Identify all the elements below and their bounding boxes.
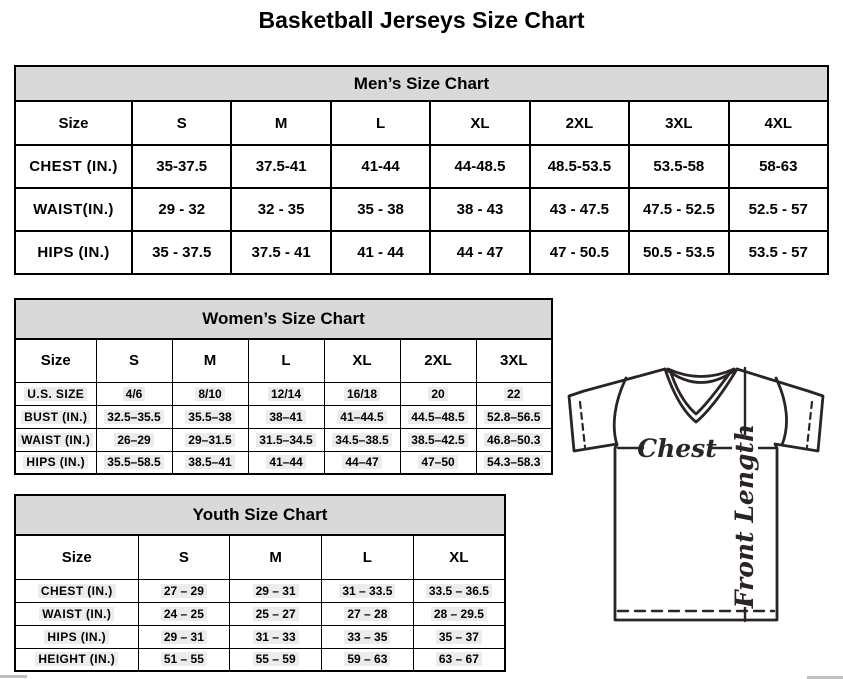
table-row (15, 625, 505, 648)
row-label-cell (15, 579, 138, 602)
chest-label: Chest (637, 434, 717, 463)
row-label-cell: WAIST(IN.) (15, 188, 132, 231)
value-cell: 52.5 - 57 (729, 188, 828, 231)
value-cell (476, 451, 552, 474)
left-sleeve-stitch-dashed (580, 402, 585, 447)
table-row (15, 231, 828, 274)
value-cell (322, 602, 414, 625)
cell-value: 38.5–41 (185, 455, 234, 469)
youth-size-table (14, 534, 506, 672)
value-cell: 48.5-53.5 (530, 145, 629, 188)
value-cell (400, 382, 476, 405)
value-cell (400, 451, 476, 474)
cell-value: 55 – 59 (253, 652, 299, 666)
cell-value: 35.5–38 (185, 410, 234, 424)
value-cell (322, 625, 414, 648)
table-row (15, 602, 505, 625)
row-label: CHEST (IN.) (38, 584, 116, 598)
value-cell (413, 579, 505, 602)
value-cell: 44-48.5 (430, 145, 529, 188)
cell-value: 28 – 29.5 (431, 607, 487, 621)
column-header-cell: S (96, 339, 172, 382)
value-cell: 58-63 (729, 145, 828, 188)
column-header-cell: XL (430, 101, 529, 145)
cell-value: 44–47 (342, 455, 381, 469)
cell-value: 12/14 (268, 387, 304, 401)
womens-chart-title: Women’s Size Chart (14, 298, 553, 340)
column-header-cell: L (248, 339, 324, 382)
table-row (15, 405, 552, 428)
row-label: HIPS (IN.) (44, 630, 109, 644)
cell-value: 4/6 (123, 387, 146, 401)
value-cell (230, 648, 322, 671)
column-header-cell: S (138, 535, 230, 579)
cell-value: 51 – 55 (161, 652, 207, 666)
front-length-label: Front Length (730, 423, 759, 609)
value-cell (400, 405, 476, 428)
value-cell: 35 - 38 (331, 188, 430, 231)
column-header-cell: 2XL (530, 101, 629, 145)
column-header-cell: M (231, 101, 330, 145)
value-cell: 50.5 - 53.5 (629, 231, 728, 274)
youth-header-row (15, 535, 505, 579)
value-cell (96, 405, 172, 428)
value-cell (172, 382, 248, 405)
value-cell (324, 405, 400, 428)
value-cell (400, 428, 476, 451)
cell-value: 16/18 (344, 387, 380, 401)
cell-value: 33 – 35 (344, 630, 390, 644)
value-cell (96, 451, 172, 474)
cell-value: 44.5–48.5 (408, 410, 467, 424)
column-header-cell: 3XL (476, 339, 552, 382)
value-cell (96, 382, 172, 405)
value-cell (248, 451, 324, 474)
column-header-cell: L (331, 101, 430, 145)
value-cell (230, 625, 322, 648)
right-armhole-seam (776, 378, 787, 445)
cell-value: 54.3–58.3 (484, 455, 543, 469)
value-cell: 53.5 - 57 (729, 231, 828, 274)
cell-value: 31 – 33 (253, 630, 299, 644)
cell-value: 29 – 31 (253, 584, 299, 598)
cell-value: 41–44.5 (337, 410, 386, 424)
value-cell (413, 625, 505, 648)
cell-value: 25 – 27 (253, 607, 299, 621)
page-title: Basketball Jerseys Size Chart (258, 7, 585, 33)
value-cell (138, 648, 230, 671)
cell-value: 41–44 (266, 455, 305, 469)
cell-value: 26–29 (114, 433, 153, 447)
left-armhole-seam (614, 378, 626, 445)
value-cell: 29 - 32 (132, 188, 231, 231)
value-cell: 35 - 37.5 (132, 231, 231, 274)
cell-value: 38–41 (266, 410, 305, 424)
cell-value: 27 – 29 (161, 584, 207, 598)
value-cell: 41 - 44 (331, 231, 430, 274)
row-label-cell (15, 405, 96, 428)
right-sleeve-stitch-dashed (807, 402, 812, 447)
youth-size-chart-panel (14, 494, 506, 672)
cell-value: 31.5–34.5 (256, 433, 315, 447)
value-cell: 38 - 43 (430, 188, 529, 231)
cell-value: 47–50 (418, 455, 457, 469)
cell-value: 46.8–50.3 (484, 433, 543, 447)
table-row (15, 145, 828, 188)
column-header-cell: Size (15, 101, 132, 145)
value-cell (476, 405, 552, 428)
cell-value: 52.8–56.5 (484, 410, 543, 424)
value-cell (138, 602, 230, 625)
cell-value: 20 (428, 387, 447, 401)
value-cell (172, 451, 248, 474)
cell-value: 59 – 63 (344, 652, 390, 666)
scrollbar-fragment-left (0, 675, 27, 678)
cell-value: 33.5 – 36.5 (426, 584, 492, 598)
mens-size-table (14, 100, 829, 275)
value-cell (248, 382, 324, 405)
value-cell (322, 579, 414, 602)
cell-value: 8/10 (195, 387, 224, 401)
column-header-cell: 3XL (629, 101, 728, 145)
row-label-cell (15, 602, 138, 625)
cell-value: 22 (504, 387, 523, 401)
value-cell (230, 579, 322, 602)
value-cell (172, 405, 248, 428)
row-label-cell (15, 625, 138, 648)
column-header-cell: XL (413, 535, 505, 579)
womens-size-table (14, 338, 553, 475)
row-label: WAIST (IN.) (18, 433, 93, 447)
cell-value: 32.5–35.5 (104, 410, 163, 424)
row-label-cell (15, 382, 96, 405)
mens-header-row (15, 101, 828, 145)
row-label: BUST (IN.) (21, 410, 90, 424)
cell-value: 63 – 67 (436, 652, 482, 666)
table-row (15, 451, 552, 474)
value-cell: 47 - 50.5 (530, 231, 629, 274)
value-cell: 32 - 35 (231, 188, 330, 231)
column-header-cell: M (230, 535, 322, 579)
cell-value: 34.5–38.5 (332, 433, 391, 447)
womens-header-row (15, 339, 552, 382)
row-label: HIPS (IN.) (23, 455, 88, 469)
row-label-cell (15, 451, 96, 474)
row-label-cell (15, 428, 96, 451)
value-cell (138, 579, 230, 602)
column-header-cell: S (132, 101, 231, 145)
column-header-cell: XL (324, 339, 400, 382)
value-cell (172, 428, 248, 451)
value-cell (230, 602, 322, 625)
row-label: HEIGHT (IN.) (35, 652, 118, 666)
row-label-cell: CHEST (IN.) (15, 145, 132, 188)
value-cell (413, 648, 505, 671)
value-cell: 41-44 (331, 145, 430, 188)
value-cell: 35-37.5 (132, 145, 231, 188)
column-header-cell: Size (15, 535, 138, 579)
row-label: U.S. SIZE (24, 387, 87, 401)
column-header-cell: 4XL (729, 101, 828, 145)
cell-value: 31 – 33.5 (339, 584, 395, 598)
cell-value: 38.5–42.5 (408, 433, 467, 447)
cell-value: 29 – 31 (161, 630, 207, 644)
value-cell (476, 382, 552, 405)
mens-chart-title: Men’s Size Chart (14, 65, 829, 102)
value-cell: 37.5 - 41 (231, 231, 330, 274)
column-header-cell: L (322, 535, 414, 579)
row-label-cell: HIPS (IN.) (15, 231, 132, 274)
cell-value: 35.5–58.5 (104, 455, 163, 469)
table-row (15, 648, 505, 671)
jersey-measurement-diagram (558, 355, 843, 655)
column-header-cell: Size (15, 339, 96, 382)
value-cell (138, 625, 230, 648)
value-cell: 43 - 47.5 (530, 188, 629, 231)
value-cell (322, 648, 414, 671)
value-cell (248, 405, 324, 428)
cell-value: 24 – 25 (161, 607, 207, 621)
womens-size-chart-panel (14, 298, 553, 475)
column-header-cell: M (172, 339, 248, 382)
cell-value: 35 – 37 (436, 630, 482, 644)
table-row (15, 579, 505, 602)
table-row (15, 188, 828, 231)
value-cell: 47.5 - 52.5 (629, 188, 728, 231)
value-cell (413, 602, 505, 625)
value-cell: 44 - 47 (430, 231, 529, 274)
value-cell: 37.5-41 (231, 145, 330, 188)
table-row (15, 382, 552, 405)
value-cell (324, 451, 400, 474)
cell-value: 29–31.5 (185, 433, 234, 447)
value-cell (96, 428, 172, 451)
value-cell: 53.5-58 (629, 145, 728, 188)
value-cell (324, 382, 400, 405)
youth-chart-title: Youth Size Chart (14, 494, 506, 536)
column-header-cell: 2XL (400, 339, 476, 382)
row-label: WAIST (IN.) (39, 607, 114, 621)
mens-size-chart-panel (14, 65, 829, 275)
cell-value: 27 – 28 (344, 607, 390, 621)
value-cell (248, 428, 324, 451)
row-label-cell (15, 648, 138, 671)
value-cell (476, 428, 552, 451)
table-row (15, 428, 552, 451)
value-cell (324, 428, 400, 451)
